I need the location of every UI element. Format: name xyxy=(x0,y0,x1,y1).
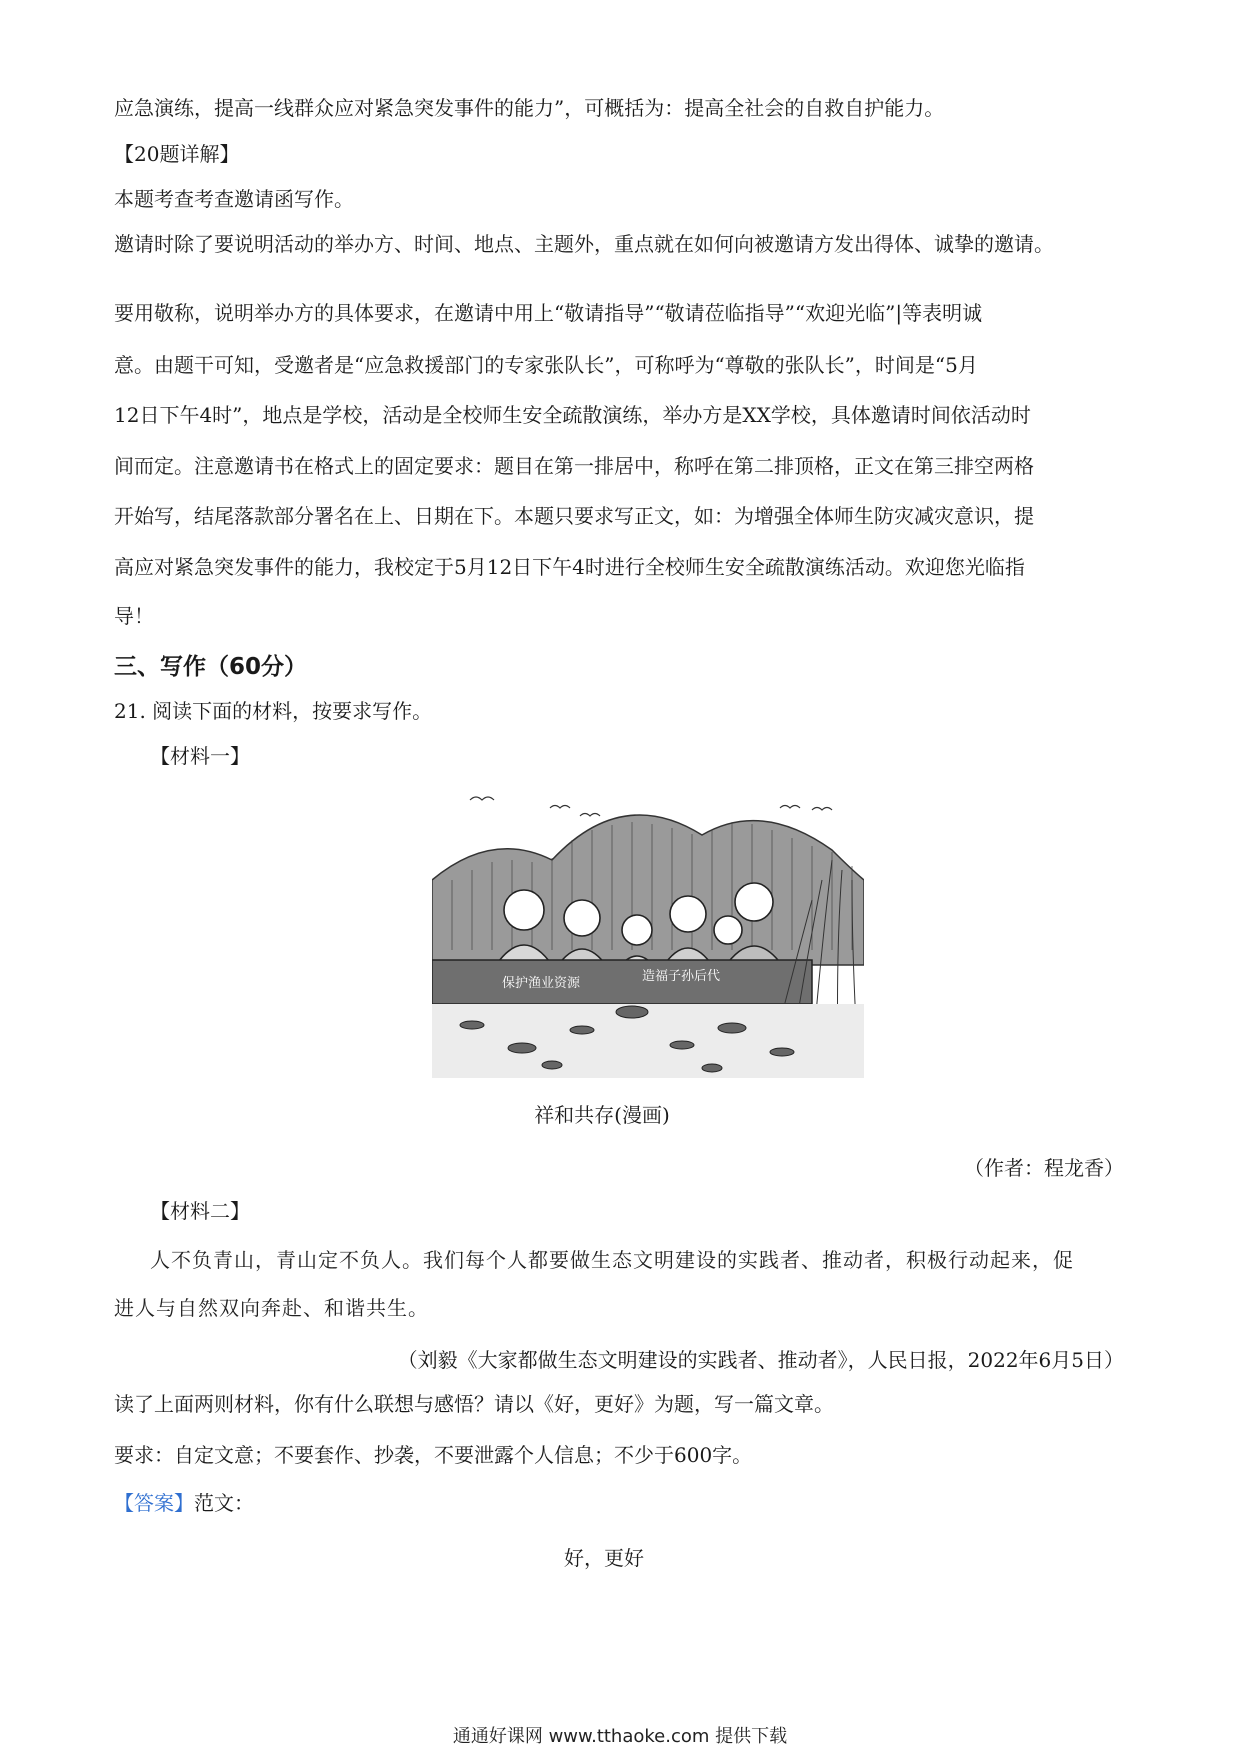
q20-body-line: 意。由题干可知，受邀者是“应急救援部门的专家张队长”，可称呼为“尊敬的张队长”，时间是“5月 xyxy=(114,353,978,377)
banner-left-text: 保护渔业资源 xyxy=(502,976,581,991)
answer-line xyxy=(114,1491,1124,1515)
q20-body-line: 开始写，结尾落款部分署名在上、日期在下。本题只要求写正文，如：为增强全体师生防灾减灾意识，提 xyxy=(114,504,1034,528)
q20-intro: 本题考查考查邀请函写作。 xyxy=(114,187,354,211)
essay-title: 好，更好 xyxy=(564,1546,644,1570)
q20-body-line: 要用敬称，说明举办方的具体要求，在邀请中用上“敬请指导”“敬请莅临指导”“欢迎光临”|等表明诚 xyxy=(114,301,983,325)
material2-line: 人不负青山，青山定不负人。我们每个人都要做生态文明建设的实践者、推动者，积极行动起来，促 xyxy=(150,1248,1074,1272)
writing-task: 读了上面两则材料，你有什么联想与感悟？请以《好，更好》为题，写一篇文章。 xyxy=(114,1392,834,1416)
water xyxy=(432,1004,864,1078)
material1-label: 【材料一】 xyxy=(150,744,250,768)
bank-wall xyxy=(432,960,812,1004)
banner-right-text: 造福子孙后代 xyxy=(642,969,721,984)
paragraph-top-line: 应急演练，提高一线群众应对紧急突发事件的能力”，可概括为：提高全社会的自救自护能力。 xyxy=(114,96,945,120)
material2-source: （刘毅《大家都做生态文明建设的实践者、推动者》，人民日报，2022年6月5日） xyxy=(397,1348,1124,1372)
q20-body-line: 导！ xyxy=(114,604,154,628)
q20-body-line: 高应对紧急突发事件的能力，我校定于5月12日下午4时进行全校师生安全疏散演练活动。欢迎您光临指 xyxy=(114,555,1025,579)
material2-line: 进人与自然双向奔赴、和谐共生。 xyxy=(114,1296,429,1320)
q20-heading: 【20题详解】 xyxy=(114,142,240,166)
q21-prompt: 21. 阅读下面的材料，按要求写作。 xyxy=(114,699,433,723)
q20-body-line: 间而定。注意邀请书在格式上的固定要求：题目在第一排居中，称呼在第二排顶格，正文在第三排空两格 xyxy=(114,454,1034,478)
cartoon-illustration xyxy=(432,790,864,1078)
q20-body-line: 12日下午4时”，地点是学校，活动是全校师生安全疏散演练，举办方是XX学校，具体邀请时间依活动时 xyxy=(114,403,1031,427)
answer-tag: 【答案】 xyxy=(114,1491,194,1515)
footer-source: 通通好课网 www.tthaoke.com 提供下载 xyxy=(452,1726,788,1747)
q20-body-line: 邀请时除了要说明活动的举办方、时间、地点、主题外，重点就在如何向被邀请方发出得体、诚挚的邀请。 xyxy=(114,232,1054,256)
writing-requirement: 要求：自定文意；不要套作、抄袭，不要泄露个人信息；不少于600字。 xyxy=(114,1443,753,1467)
material2-label: 【材料二】 xyxy=(150,1199,250,1223)
answer-text: 范文： xyxy=(194,1491,254,1515)
cartoon-caption: 祥和共存(漫画) xyxy=(534,1103,670,1127)
section-heading-writing: 三、写作（60分） xyxy=(114,654,308,680)
cartoon-author: （作者：程龙香） xyxy=(964,1156,1124,1180)
